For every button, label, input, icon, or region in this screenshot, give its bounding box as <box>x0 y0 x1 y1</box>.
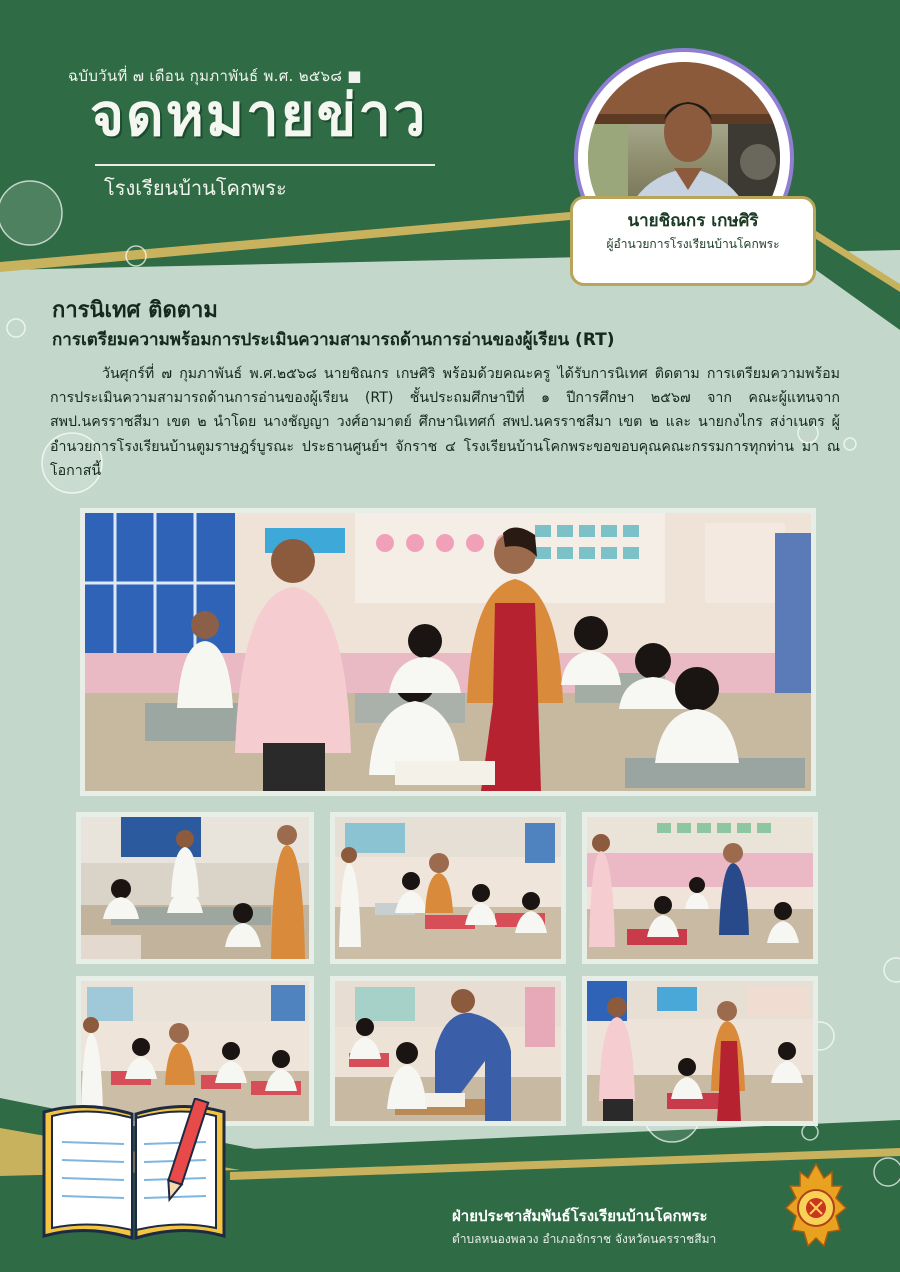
school-emblem-icon <box>784 1162 848 1252</box>
photo-2 <box>76 812 314 964</box>
photo-3 <box>330 812 566 964</box>
main-photo <box>80 508 816 796</box>
article-body: วันศุกร์ที่ ๗ กุมภาพันธ์ พ.ศ.๒๕๖๘ นายชิณกร เกษศิริ พร้อมด้วยคณะครู ได้รับการนิเทศ ติดตาม การเตรียมความพร้อมการประเมินความสามารถด้านการอ่านของผู้เรียน (RT) ชั้นประถมศึกษาปีที่ ๑ ปีการศึกษา ๒๕๖๗ จาก คณะผู้แทนจาก สพป.นครราชสีมา เขต ๒ นำโดย นางชัญญา วงศ์อามาตย์ ศึกษานิเทศก์ สพป.นครราชสีมา เขต ๒ และ นายกงไกร สง่าเนตร ผู้อำนวยการโรงเรียนบ้านตูมราษฎร์บูรณะ ประธานศูนย์ฯ จักราช ๔ โรงเรียนบ้านโคกพระขอขอบคุณคณะกรรมการทุกท่าน มา ณ โอกาสนี้ <box>50 366 840 479</box>
footer-department: ฝ่ายประชาสัมพันธ์โรงเรียนบ้านโคกพระ <box>452 1207 708 1225</box>
director-nameplate <box>570 196 816 286</box>
school-name: โรงเรียนบ้านโคกพระ <box>104 176 287 200</box>
director-role: ผู้อำนวยการโรงเรียนบ้านโคกพระ <box>606 237 780 251</box>
article-headline: การนิเทศ ติดตาม <box>52 298 218 323</box>
article-subhead: การเตรียมความพร้อมการประเมินความสามารถด้านการอ่านของผู้เรียน (RT) <box>52 330 615 350</box>
director-name: นายชิณกร เกษศิริ <box>627 211 759 231</box>
photo-4 <box>582 812 818 964</box>
notebook-icon <box>38 1098 230 1246</box>
photo-6 <box>330 976 566 1126</box>
footer-address: ตำบลหนองพลวง อำเภอจักราช จังหวัดนครราชสีมา <box>452 1232 717 1246</box>
title-divider <box>95 164 435 166</box>
newsletter-title: จดหมายข่าว <box>90 81 428 149</box>
photo-7 <box>582 976 818 1126</box>
issue-date: ฉบับวันที่ ๗ เดือน กุมภาพันธ์ พ.ศ. ๒๕๖๘ ■ <box>68 67 362 85</box>
